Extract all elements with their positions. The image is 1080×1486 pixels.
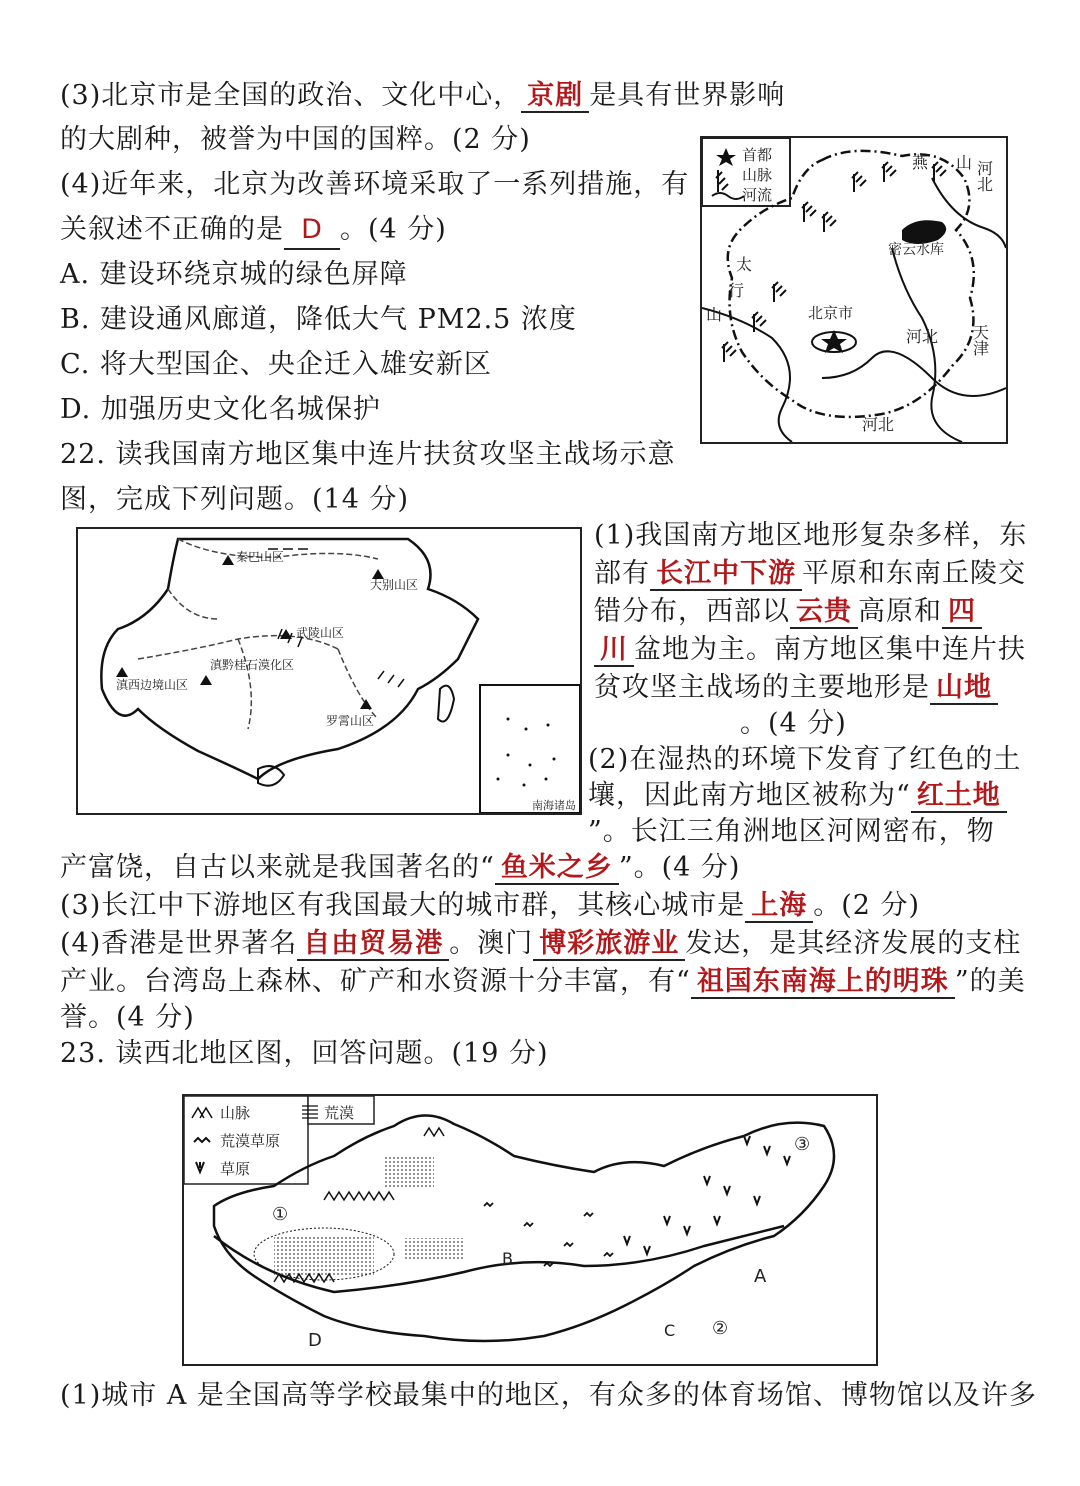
legend-grass-label: 草原: [220, 1160, 251, 1178]
option-b: B. 建设通风廊道，降低大气 PM2.5 浓度: [60, 304, 577, 335]
label-miyun-reservoir: 密云水库: [888, 242, 944, 258]
label-c: C: [664, 1321, 676, 1340]
south-china-map: [76, 527, 582, 815]
label-nanhai: 南海诸岛: [532, 799, 576, 812]
option-c: C. 将大型国企、央企迁入雄安新区: [60, 349, 492, 380]
q22-part4-line1: [60, 926, 1021, 962]
answer-plateau: 云贵: [790, 596, 858, 629]
q21-part3-text-b: 是具有世界影响: [589, 80, 786, 111]
q21-part3-line1: [60, 78, 785, 114]
q23-part1-line1: (1)城市 A 是全国高等学校最集中的地区，有众多的体育场馆、博物馆以及许多: [60, 1380, 1037, 1411]
answer-fish-rice: 鱼米之乡: [495, 852, 619, 885]
q22-part2-line3: ”。长江三角洲地区河网密布，物: [588, 816, 995, 847]
label-dianxi: 滇西边境山区: [116, 678, 189, 692]
label-wuling: 武陵山区: [296, 626, 345, 640]
q21-part3-text: (3)北京市是全国的政治、文化中心，: [60, 80, 522, 111]
label-tianjin: 天津: [970, 324, 990, 356]
label-city-a: A: [754, 1266, 767, 1287]
q22-text: (4)香港是世界著名: [60, 928, 298, 959]
label-hebei-top: 河北: [974, 160, 994, 192]
legend-river-label: 河流: [742, 186, 773, 204]
taiwan-island: [438, 686, 454, 722]
label-beijing: 北京市: [808, 304, 854, 322]
q22-title-line1: 22. 读我国南方地区集中连片扶贫攻坚主战场示意: [60, 439, 676, 470]
q22-part1-line1: (1)我国南方地区地形复杂多样，东: [594, 520, 1028, 551]
q22-part1-line3: [594, 594, 982, 630]
q21-part4-text: 关叙述不正确的是: [60, 214, 284, 245]
q22-text: 壤，因此南方地区被称为“: [588, 780, 911, 811]
beijing-map: [700, 136, 1008, 444]
answer-gaming: 博彩旅游业: [533, 928, 685, 961]
northwest-map: [182, 1094, 878, 1366]
q22-text: 错分布，西部以: [594, 596, 790, 627]
label-qinba: 秦巴山区: [236, 550, 285, 564]
grassland-icons: [624, 1136, 790, 1254]
answer-pearl: 祖国东南海上的明珠: [691, 966, 955, 999]
label-b: B: [502, 1249, 513, 1268]
answer-landform: 山地: [930, 672, 998, 705]
legend-mountain-label: 山脉: [220, 1104, 251, 1122]
q22-title-line2: 图，完成下列问题。(14 分): [60, 484, 410, 515]
answer-free-port: 自由贸易港: [297, 928, 449, 961]
legend-mountain-label: 山脉: [742, 166, 773, 184]
label-shan: 山: [956, 153, 973, 172]
q22-text: 部有: [594, 558, 650, 589]
legend-desert-label: 荒漠: [324, 1104, 355, 1122]
label-circle-1: ①: [272, 1204, 289, 1225]
label-hebei-mid: 河北: [906, 327, 939, 346]
q22-text: 贫攻坚主战场的主要地形是: [594, 672, 930, 703]
q22-text: ”。(4 分): [618, 852, 741, 883]
river-line: [822, 351, 1006, 396]
legend-capital-label: 首都: [742, 146, 773, 164]
q22-text: 。(2 分): [813, 890, 921, 921]
answer-red-soil: 红土地: [911, 780, 1007, 813]
q22-part4-line3: 誉。(4 分): [60, 1002, 195, 1033]
q21-part3-answer: 京剧: [521, 80, 589, 113]
q22-part1-line5: [594, 670, 998, 706]
answer-shanghai: 上海: [745, 890, 813, 923]
label-circle-3: ③: [794, 1134, 811, 1155]
answer-basin-b: 川: [594, 634, 634, 667]
q22-text: 发达，是其经济发展的支柱: [685, 928, 1022, 959]
q22-part2-line1: (2)在湿热的环境下发育了红色的土: [588, 744, 1022, 775]
south-china-sea-inset: [480, 685, 580, 813]
q22-part2-line4: [60, 850, 740, 886]
option-a: A. 建设环绕京城的绿色屏障: [60, 259, 408, 290]
q22-part1-score: 。(4 分): [740, 708, 847, 739]
label-yan: 燕: [912, 153, 929, 172]
q22-part1-line2: [594, 556, 1026, 592]
river-line: [702, 308, 792, 442]
q22-text: 产业。台湾岛上森林、矿产和水资源十分丰富，有“: [60, 966, 691, 997]
q22-part4-line2: [60, 964, 1026, 1000]
q22-text: 产富饶，自古以来就是我国著名的“: [60, 852, 495, 883]
label-circle-2: ②: [712, 1318, 729, 1339]
miyun-reservoir: [902, 220, 946, 244]
legend-desert-grass-label: 荒漠草原: [220, 1132, 281, 1150]
label-dianqiangui: 滇黔桂石漠化区: [210, 658, 295, 672]
q21-part4-answer: D: [284, 212, 340, 250]
q22-part3: [60, 888, 920, 924]
northwest-map-svg: [184, 1096, 876, 1364]
q22-part2-line2: [588, 778, 1007, 814]
option-d: D. 加强历史文化名城保护: [60, 394, 381, 425]
q21-part3-line2: 的大剧种，被誉为中国的国粹。(2 分): [60, 124, 531, 155]
q22-text: 盆地为主。南方地区集中连片扶: [634, 634, 1026, 665]
answer-plain: 长江中下游: [650, 558, 802, 591]
q22-text: ”的美: [954, 966, 1026, 997]
answer-basin-a: 四: [942, 596, 982, 629]
label-luoxiao: 罗霄山区: [326, 714, 375, 728]
south-china-map-svg: [78, 529, 580, 813]
label-hang: 行: [728, 281, 745, 300]
label-dabie: 大别山区: [370, 578, 419, 592]
q22-text: 平原和东南丘陵交: [802, 558, 1026, 589]
label-hebei-bottom: 河北: [862, 415, 895, 434]
q21-part4-line1: (4)近年来，北京为改善环境采取了一系列措施，有: [60, 169, 690, 200]
q22-text: 。澳门: [449, 928, 534, 959]
label-d: D: [308, 1330, 322, 1351]
q21-part4-score: 。(4 分): [340, 214, 447, 245]
q22-part1-line4: [594, 632, 1026, 668]
beijing-map-svg: [702, 138, 1006, 442]
label-tai: 太: [736, 255, 753, 274]
label-shan2: 山: [706, 305, 723, 324]
q21-part4-line2: [60, 212, 447, 250]
q22-text: 高原和: [858, 596, 942, 627]
q22-text: (3)长江中下游地区有我国最大的城市群，其核心城市是: [60, 890, 746, 921]
q23-title: 23. 读西北地区图，回答问题。(19 分): [60, 1038, 549, 1069]
